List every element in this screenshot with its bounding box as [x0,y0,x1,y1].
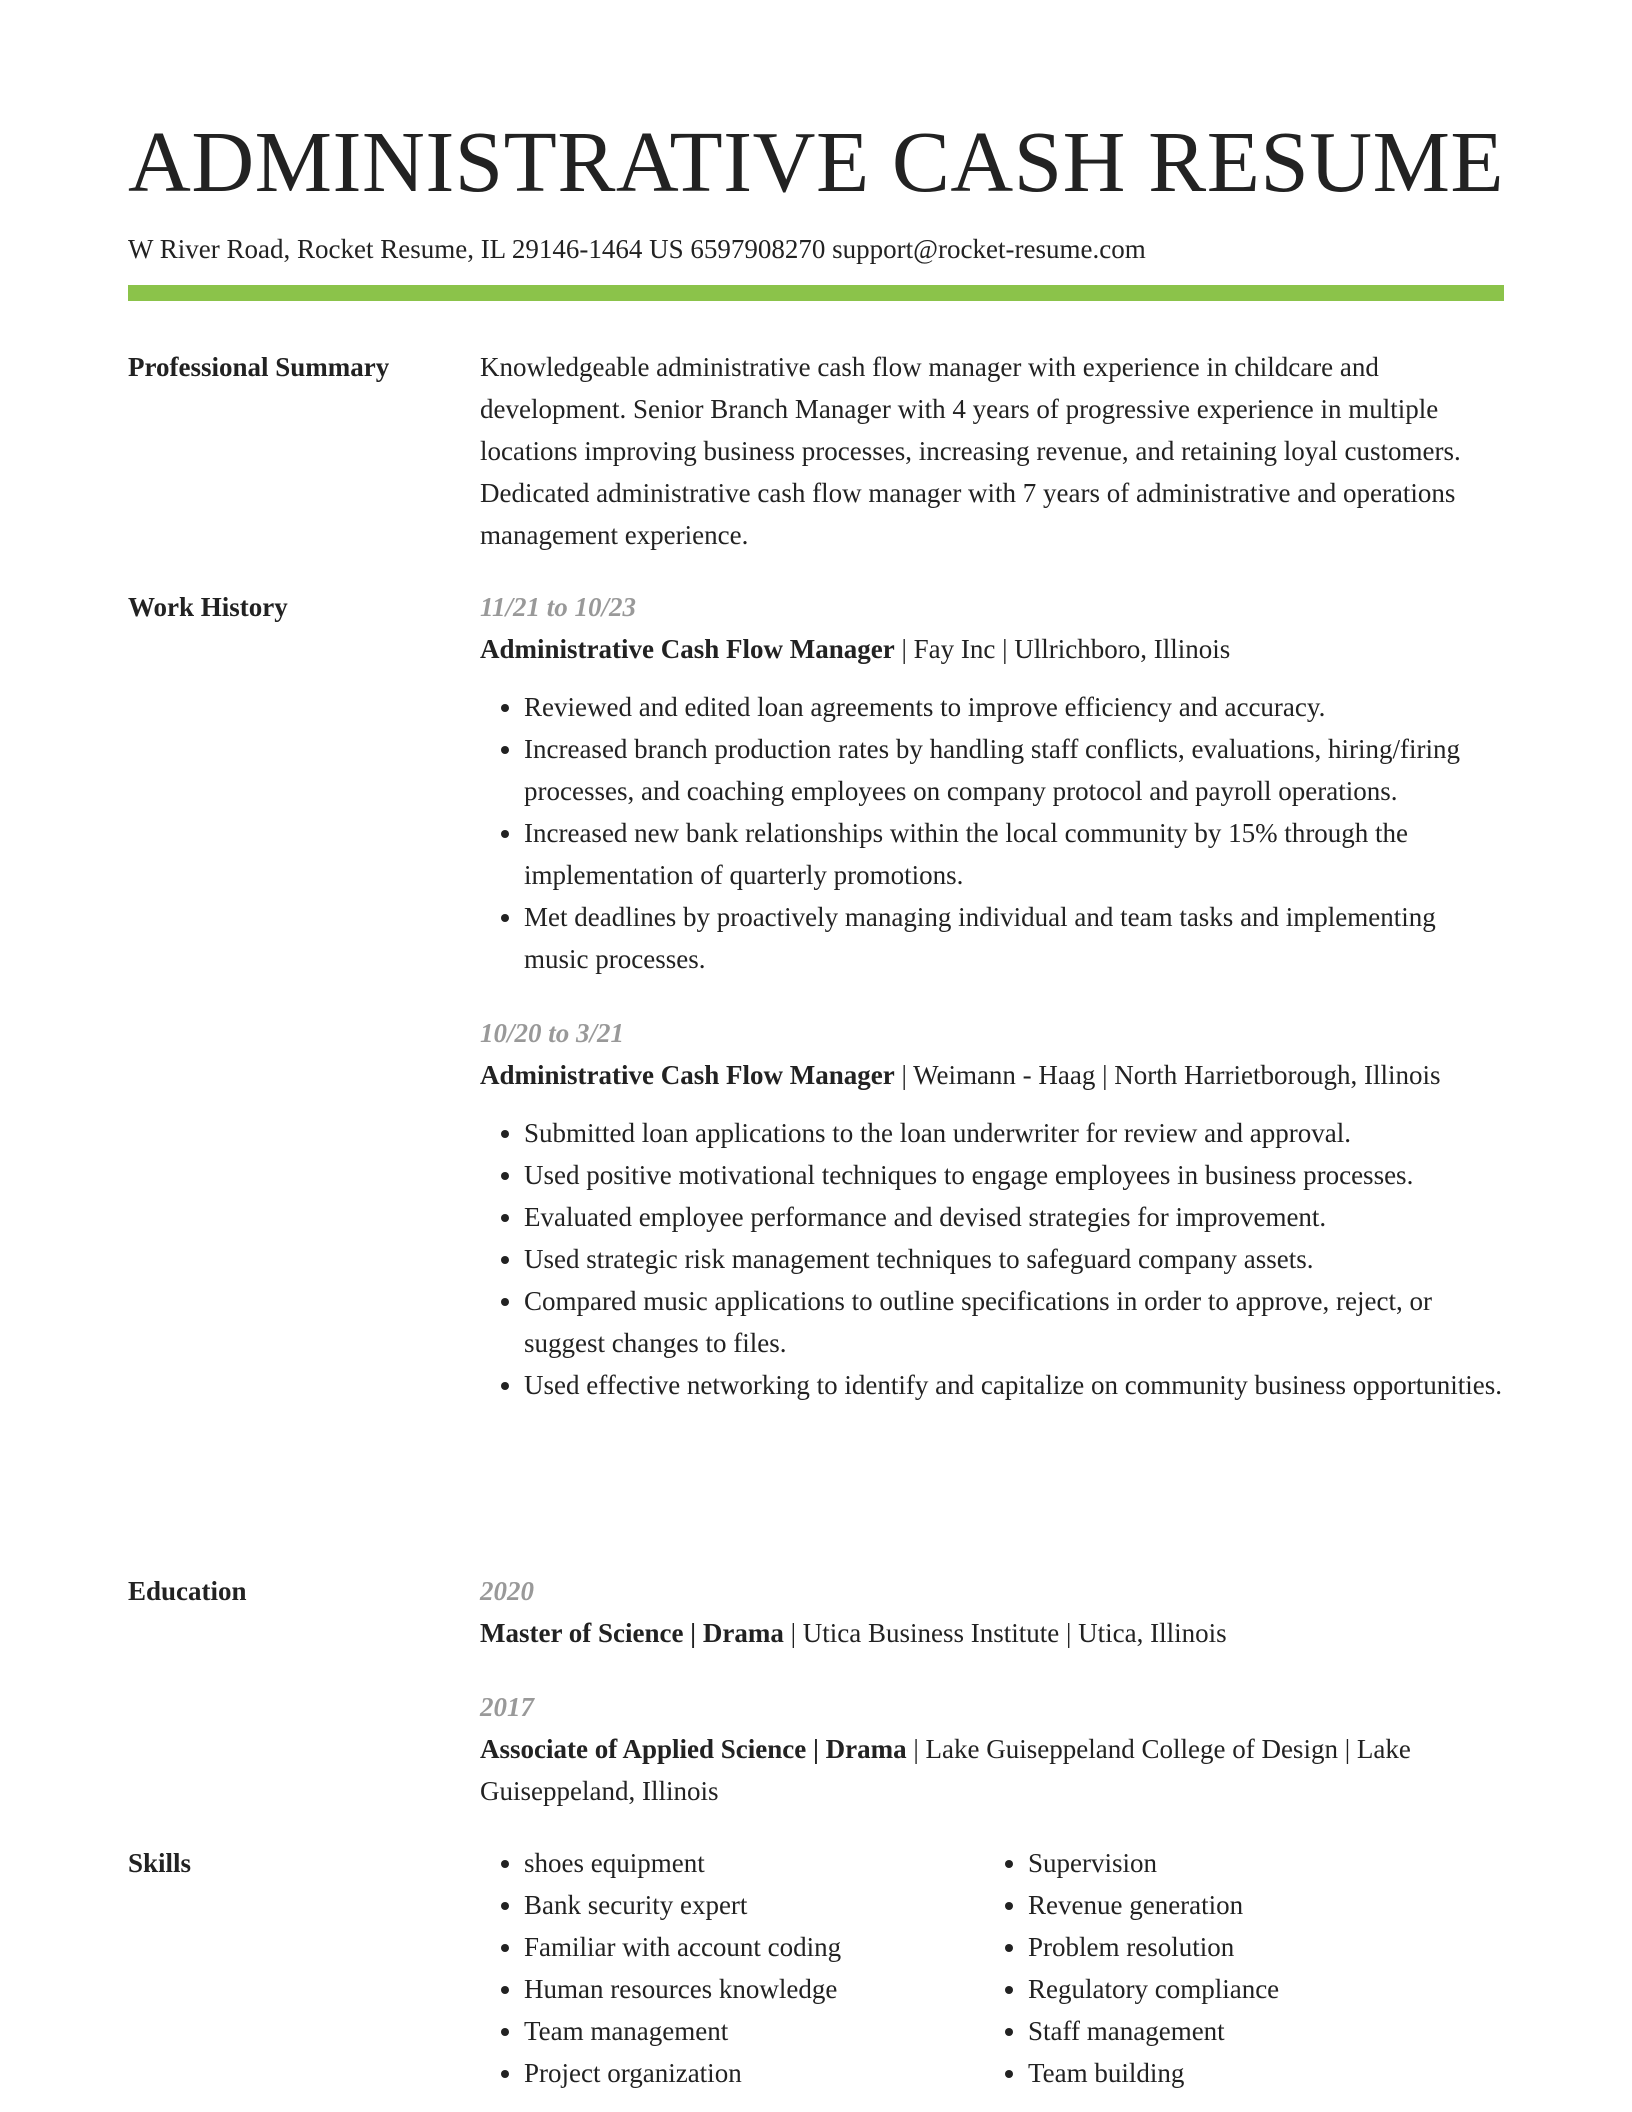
education-degree: Master of Science | Drama [480,1618,784,1648]
job-dates: 11/21 to 10/23 [480,592,637,622]
job-bullet: • Used strategic risk management techniques to safeguard company assets. [524,1238,1504,1280]
job-title-line [480,1054,1504,1096]
skills-columns [480,1842,1504,2094]
work-history-content [480,586,1504,1438]
summary-text: Knowledgeable administrative cash flow manager with experience in childcare and development. Senior Branch Manager with 4 years of progressive experience in multiple locations improving business processes, increasing revenue, and retaining loyal customers. Dedicated administrative cash flow manager with 7 years of administrative and operations management experience. [480,352,1461,550]
summary-content [480,346,1504,556]
skill-item: • Revenue generation [1028,1884,1488,1926]
education-details: | Utica Business Institute | Utica, Illinois [783,1618,1227,1648]
skills-list-right [984,1842,1488,2094]
job-bullet: • Increased new bank relationships within the local community by 15% through the implementation of quarterly promotions. [524,812,1504,896]
skill-item: • Team management [524,2010,984,2052]
contact-line: W River Road, Rocket Resume, IL 29146-1464 US 6597908270 support@rocket-resume.com [128,234,1146,264]
education-degree: Associate of Applied Science | Drama [480,1734,907,1764]
section-heading-summary: Professional Summary [128,352,390,382]
section-heading-skills: Skills [128,1848,192,1878]
skills-list-left [480,1842,984,2094]
job-details: | Fay Inc | Ullrichboro, Illinois [894,634,1231,664]
education-entry [480,1686,1504,1812]
job-entry [480,586,1504,980]
skill-item: • Staff management [1028,2010,1488,2052]
skill-item: • Team building [1028,2052,1488,2094]
section-heading-work-history: Work History [128,592,288,622]
job-bullet: • Reviewed and edited loan agreements to improve efficiency and accuracy. [524,686,1504,728]
job-bullet: • Used effective networking to identify and capitalize on community business opportunities. [524,1364,1504,1406]
job-bullet: • Compared music applications to outline specifications in order to approve, reject, or suggest changes to files. [524,1280,1504,1364]
skill-item: • Regulatory compliance [1028,1968,1488,2010]
job-bullet: • Evaluated employee performance and devised strategies for improvement. [524,1196,1504,1238]
education-year: 2020 [480,1576,534,1606]
job-details: | Weimann - Haag | North Harrietborough, Illinois [894,1060,1441,1090]
accent-divider [128,285,1504,301]
job-bullet: • Used positive motivational techniques to engage employees in business processes. [524,1154,1504,1196]
skill-item: • shoes equipment [524,1842,984,1884]
section-heading-education: Education [128,1576,247,1606]
resume-name: ADMINISTRATIVE CASH RESUME [128,113,1505,210]
skills-content [480,1842,1504,2094]
education-details: | Lake Guiseppeland College of Design | Lake Guiseppeland, Illinois [480,1734,1411,1806]
education-content [480,1570,1504,1812]
job-bullet: • Submitted loan applications to the loan underwriter for review and approval. [524,1112,1504,1154]
skill-item: • Project organization [524,2052,984,2094]
education-entry [480,1570,1504,1654]
job-bullets [480,1112,1504,1406]
job-title-line [480,628,1504,670]
skill-item: • Problem resolution [1028,1926,1488,1968]
job-title: Administrative Cash Flow Manager [480,634,895,664]
job-bullet: • Increased branch production rates by handling staff conflicts, evaluations, hiring/firing processes, and coaching employees on company protocol and payroll operations. [524,728,1504,812]
skill-item: • Supervision [1028,1842,1488,1884]
skill-item: • Human resources knowledge [524,1968,984,2010]
job-entry [480,1012,1504,1406]
skill-item: • Bank security expert [524,1884,984,1926]
education-year: 2017 [480,1692,534,1722]
education-line [480,1728,1504,1812]
job-title: Administrative Cash Flow Manager [480,1060,895,1090]
skill-item: • Familiar with account coding [524,1926,984,1968]
job-dates: 10/20 to 3/21 [480,1018,625,1048]
education-line [480,1612,1504,1654]
job-bullets [480,686,1504,980]
job-bullet: • Met deadlines by proactively managing individual and team tasks and implementing music processes. [524,896,1504,980]
